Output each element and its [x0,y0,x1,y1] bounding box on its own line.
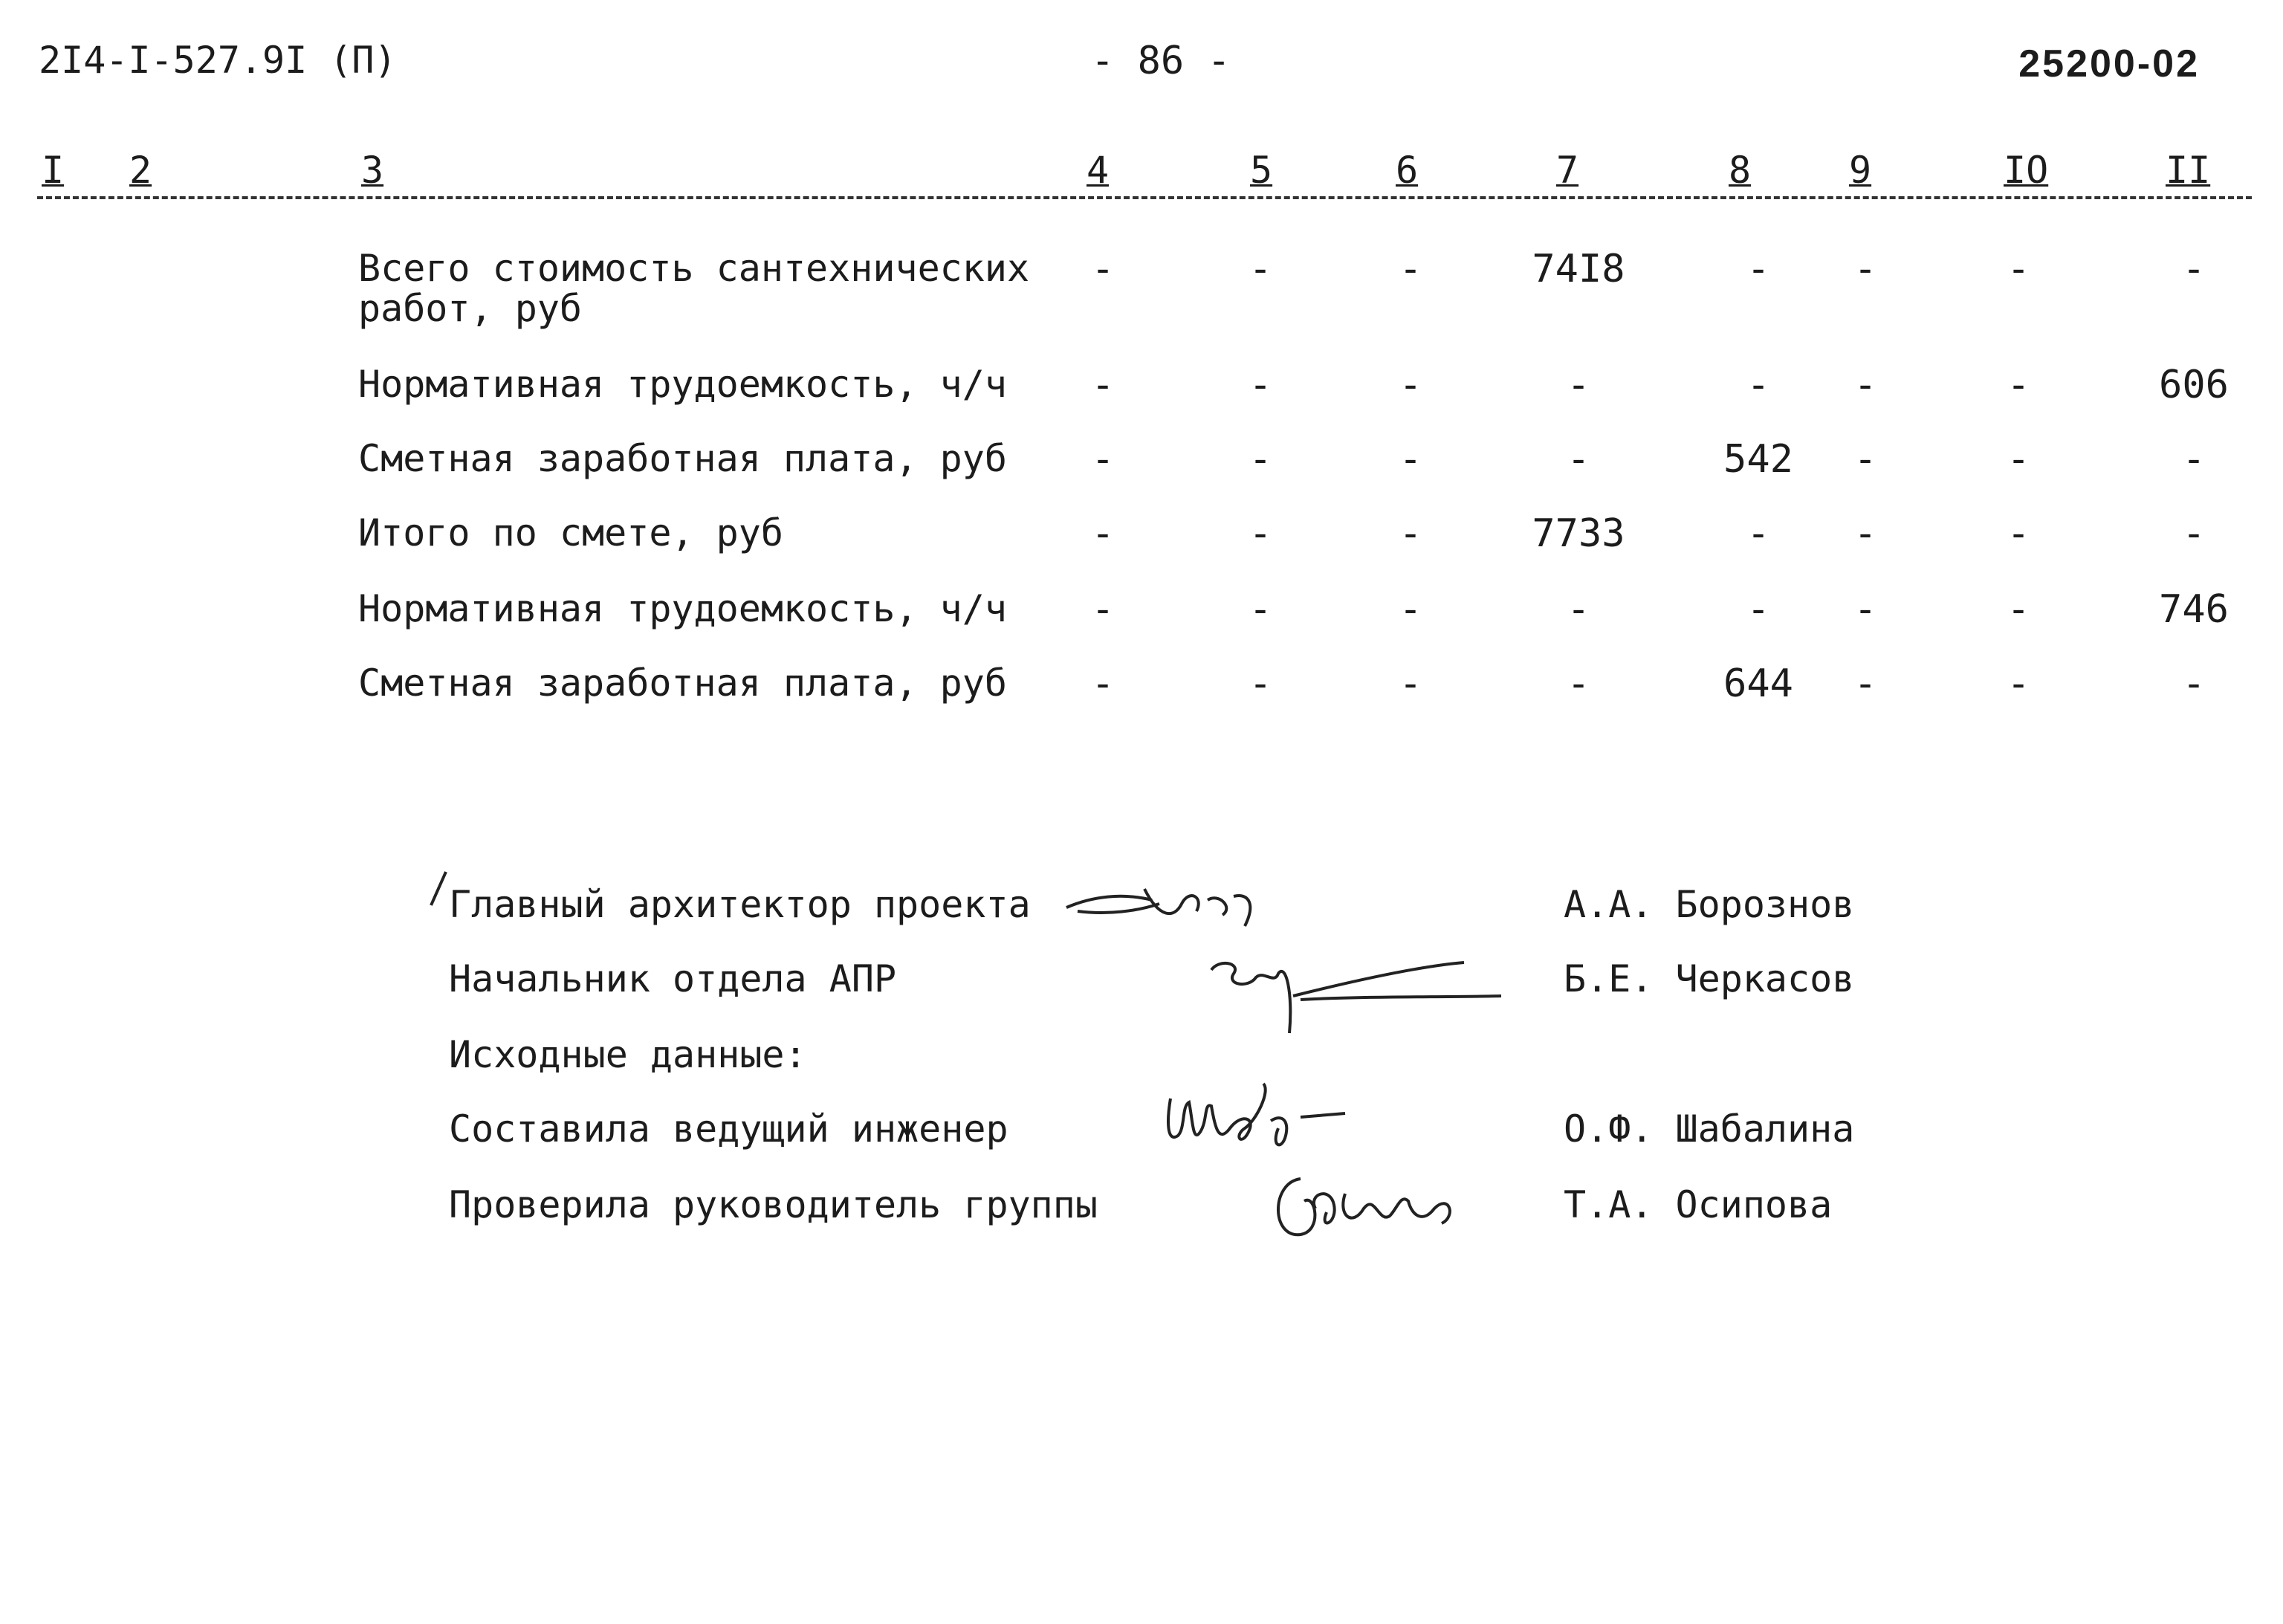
signature-role: Проверила руководитель группы [449,1183,1098,1226]
row-label-line: Нормативная трудоемкость, ч/ч [358,363,1007,406]
table-cell: 7733 [1532,511,1625,556]
table-cell: - [1399,247,1422,291]
table-cell: - [1399,511,1422,556]
table-cell: - [2182,511,2206,556]
signature-shabalina [1159,1076,1367,1165]
table-cell: - [1399,437,1422,482]
table-cell: 644 [1723,661,1793,706]
signature-cherkasov [1204,951,1516,1048]
table-cell: - [1567,437,1590,482]
table-cell: - [1399,363,1422,407]
row-label-line: Сметная заработная плата, руб [358,661,1007,705]
signature-role: Составила ведущий инженер [449,1107,1008,1151]
table-cell: 606 [2159,363,2229,407]
signature-role: Начальник отдела АПР [449,957,897,1000]
row-label [358,364,1007,404]
table-cell: - [2007,587,2030,632]
column-number: 3 [361,149,384,192]
table-cell: - [1399,587,1422,632]
column-number: I [42,149,65,192]
row-label-line: Итого по смете, руб [358,511,783,554]
table-cell: - [1567,363,1590,407]
column-number: 6 [1396,149,1419,192]
table-cell: - [1853,247,1877,291]
table-cell: - [1746,363,1770,407]
table-cell: - [2007,437,2030,482]
table-cell: - [1567,587,1590,632]
document-code: 2I4-I-527.9I (П) [39,39,397,82]
signature-name: А.А. Борознов [1564,883,1855,926]
signature-borozn [1063,874,1263,941]
table-cell: - [1249,587,1272,632]
table-cell: - [1091,247,1115,291]
signature-role: Исходные данные: [449,1033,807,1076]
table-cell: - [2007,511,2030,556]
column-number: IO [2004,149,2049,192]
column-number: 8 [1729,149,1752,192]
table-cell: - [1853,511,1877,556]
table-cell: - [2007,661,2030,706]
column-number: 9 [1849,149,1872,192]
row-label [358,513,783,553]
row-label-line: Сметная заработная плата, руб [358,437,1007,480]
table-cell: - [1853,587,1877,632]
row-label [358,589,1007,629]
table-cell: - [2182,437,2206,482]
table-cell: - [1091,437,1115,482]
table-cell: - [1746,511,1770,556]
table-cell: - [1249,363,1272,407]
table-cell: 746 [2159,587,2229,632]
signature-name: Т.А. Осипова [1564,1183,1833,1226]
table-cell: - [2182,247,2206,291]
page-number: - 86 - [1091,39,1231,83]
sheet-code: 25200-02 [2018,42,2200,85]
column-number: 4 [1087,149,1110,192]
table-cell: - [1746,247,1770,291]
signature-name: О.Ф. Шабалина [1564,1107,1855,1151]
signature-role: Главный архитектор проекта [449,883,1031,926]
column-number: 5 [1250,149,1273,192]
row-label-line: Всего стоимость сантехнических [358,247,1030,290]
table-cell: - [1091,587,1115,632]
table-cell: 542 [1723,437,1793,482]
table-cell: 74I8 [1532,247,1625,291]
table-cell: - [1091,511,1115,556]
header-dashed-rule [37,196,2252,199]
row-label [358,248,1029,329]
table-cell: - [1853,363,1877,407]
table-cell: - [1091,363,1115,407]
row-label-line: работ, руб [358,287,583,330]
table-cell: - [1249,661,1272,706]
signature-name: Б.Е. Черкасов [1564,957,1855,1000]
signature-osipova [1263,1164,1486,1246]
table-cell: - [1091,661,1115,706]
column-number: II [2166,149,2211,192]
column-number: 7 [1556,149,1579,192]
row-label-line: Нормативная трудоемкость, ч/ч [358,587,1007,630]
row-label [358,663,1007,703]
table-cell: - [1249,437,1272,482]
column-number: 2 [129,149,152,192]
table-cell: - [2182,661,2206,706]
pen-tick-mark [424,868,453,913]
table-cell: - [1567,661,1590,706]
table-cell: - [1853,661,1877,706]
table-cell: - [1249,511,1272,556]
table-cell: - [1249,247,1272,291]
table-cell: - [1399,661,1422,706]
row-label [358,439,1007,479]
table-cell: - [2007,247,2030,291]
table-cell: - [2007,363,2030,407]
table-cell: - [1853,437,1877,482]
table-cell: - [1746,587,1770,632]
